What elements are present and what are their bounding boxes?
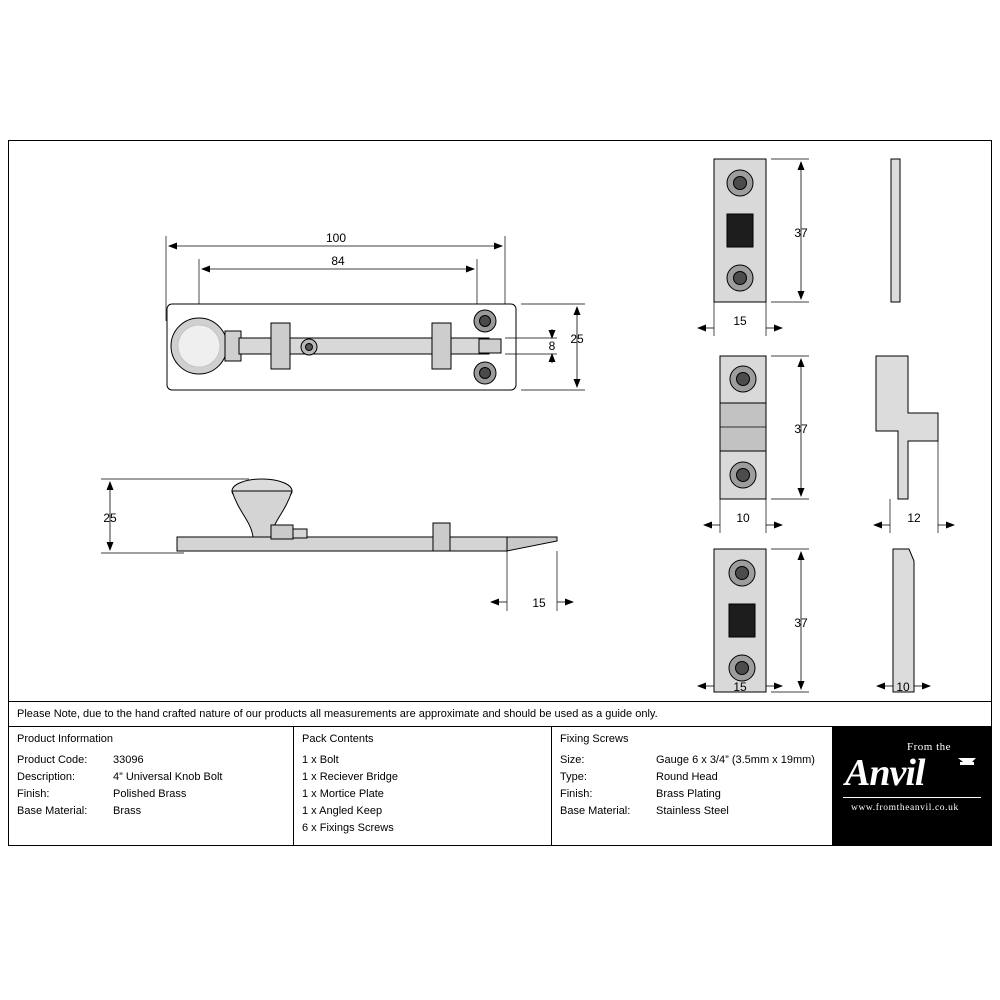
dim-keep-side-width: 10 — [896, 680, 910, 694]
pack-contents-title: Pack Contents — [302, 733, 374, 745]
logo-url: www.fromtheanvil.co.uk — [851, 803, 959, 813]
dim-bolt-bar: 8 — [548, 339, 556, 353]
screw-finish-row — [560, 786, 824, 803]
measurement-note: Please Note, due to the hand crafted nature of our products all measurements are approximate and should be used as a guide only. — [9, 701, 991, 727]
screw-finish-key: Finish: — [560, 788, 593, 800]
screw-size-value: Gauge 6 x 3/4” (3.5mm x 19mm) — [656, 754, 815, 766]
logo-from-text: From the — [907, 741, 952, 753]
finish-row — [17, 786, 285, 803]
logo-divider — [843, 797, 981, 798]
base-material-value: Brass — [113, 805, 142, 817]
pack-item: 6 x Fixings Screws — [302, 822, 394, 834]
product-code-value: 33096 — [113, 754, 144, 766]
finish-key: Finish: — [17, 788, 50, 800]
screw-base-material-value: Stainless Steel — [656, 805, 729, 817]
dim-bridge-width: 15 — [733, 314, 747, 328]
dim-bridge-height: 37 — [794, 226, 808, 240]
dim-bolt-travel: 84 — [331, 254, 345, 268]
pack-item: 1 x Angled Keep — [302, 805, 383, 817]
product-code-row — [17, 752, 285, 769]
pack-item: 1 x Bolt — [302, 754, 339, 766]
info-table — [9, 727, 991, 845]
anvil-icon — [957, 757, 977, 769]
drawing-canvas — [9, 141, 991, 701]
fixing-screws-column — [552, 727, 833, 845]
dim-bolt-overall: 100 — [325, 231, 347, 245]
screw-base-material-key: Base Material: — [560, 805, 631, 817]
base-material-row — [17, 803, 285, 820]
dim-side-knob-height: 25 — [103, 511, 117, 525]
technical-drawing — [9, 141, 991, 701]
pack-item: 1 x Reciever Bridge — [302, 771, 398, 783]
brand-logo — [833, 727, 991, 845]
screw-type-row — [560, 769, 824, 786]
logo-brand-text: Anvil — [845, 752, 925, 794]
product-information-title: Product Information — [17, 733, 113, 745]
logo-column — [833, 727, 991, 845]
product-code-key: Product Code: — [17, 754, 88, 766]
base-material-key: Base Material: — [17, 805, 88, 817]
pack-contents-column — [294, 727, 552, 845]
product-information-column — [9, 727, 294, 845]
dim-keep-width: 15 — [733, 680, 747, 694]
description-row — [17, 769, 285, 786]
screw-size-key: Size: — [560, 754, 585, 766]
dim-mortice-width: 10 — [736, 511, 750, 525]
screw-base-material-row — [560, 803, 824, 820]
screw-type-value: Round Head — [656, 771, 718, 783]
fixing-screws-title: Fixing Screws — [560, 733, 629, 745]
description-key: Description: — [17, 771, 76, 783]
dim-side-plate-depth: 15 — [532, 596, 546, 610]
finish-value: Polished Brass — [113, 788, 187, 800]
dim-keep-height: 37 — [794, 616, 808, 630]
dim-mortice-height: 37 — [794, 422, 808, 436]
spec-sheet — [8, 140, 992, 846]
dim-bolt-plate-height: 25 — [570, 332, 584, 346]
screw-finish-value: Brass Plating — [656, 788, 721, 800]
dim-mortice-side-width: 12 — [907, 511, 921, 525]
pack-item: 1 x Mortice Plate — [302, 788, 384, 800]
screw-type-key: Type: — [560, 771, 587, 783]
description-value: 4” Universal Knob Bolt — [113, 771, 223, 783]
screw-size-row — [560, 752, 824, 769]
